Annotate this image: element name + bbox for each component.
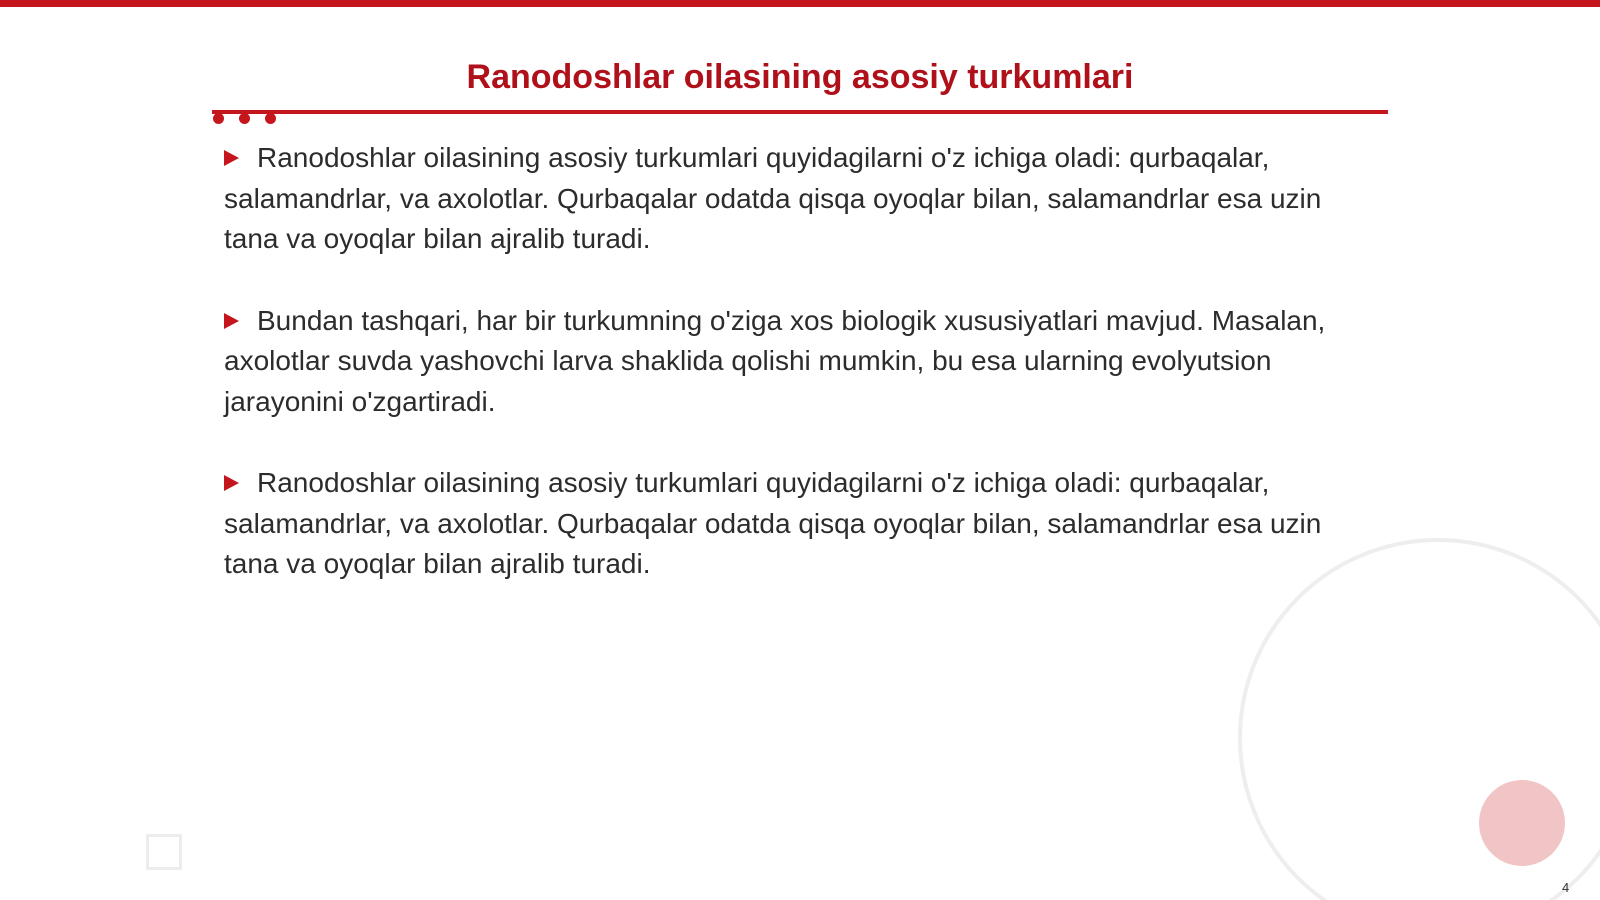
page-number: 4 bbox=[1562, 880, 1570, 895]
decor-square bbox=[146, 834, 182, 870]
triangle-bullet-icon bbox=[224, 313, 239, 329]
triangle-bullet-icon bbox=[224, 150, 239, 166]
top-accent-bar bbox=[0, 0, 1600, 7]
slide-title: Ranodoshlar oilasining asosiy turkumlari bbox=[466, 58, 1134, 96]
bullet-list bbox=[224, 138, 1374, 626]
decor-dot bbox=[239, 113, 250, 124]
title-underline bbox=[212, 110, 1388, 114]
bullet-item bbox=[224, 301, 1374, 423]
bullet-item bbox=[224, 463, 1374, 585]
decor-circle bbox=[1479, 780, 1565, 866]
triangle-bullet-icon bbox=[224, 475, 239, 491]
bullet-text: Bundan tashqari, har bir turkumning o'ziga xos biologik xususiyatlari mavjud. Masalan, axolotlar suvda yashovchi larva shaklida qolishi mumkin, bu esa ularning evolyutsion jarayonini o'zgartiradi. bbox=[224, 304, 1326, 417]
decor-dot bbox=[213, 113, 224, 124]
bullet-text: Ranodoshlar oilasining asosiy turkumlari quyidagilarni o'z ichiga oladi: qurbaqalar, salamandrlar, va axolotlar. Qurbaqalar odatda qisqa oyoqlar bilan, salamandrlar esa uzin tana va oyoqlar bilan ajralib turadi. bbox=[224, 467, 1322, 579]
bullet-item bbox=[224, 138, 1374, 260]
decor-dot bbox=[265, 113, 276, 124]
bullet-text: Ranodoshlar oilasining asosiy turkumlari quyidagilarni o'z ichiga oladi: qurbaqalar, salamandrlar, va axolotlar. Qurbaqalar odatda qisqa oyoqlar bilan, salamandrlar esa uzin tana va oyoqlar bilan ajralib turadi. bbox=[224, 142, 1322, 254]
